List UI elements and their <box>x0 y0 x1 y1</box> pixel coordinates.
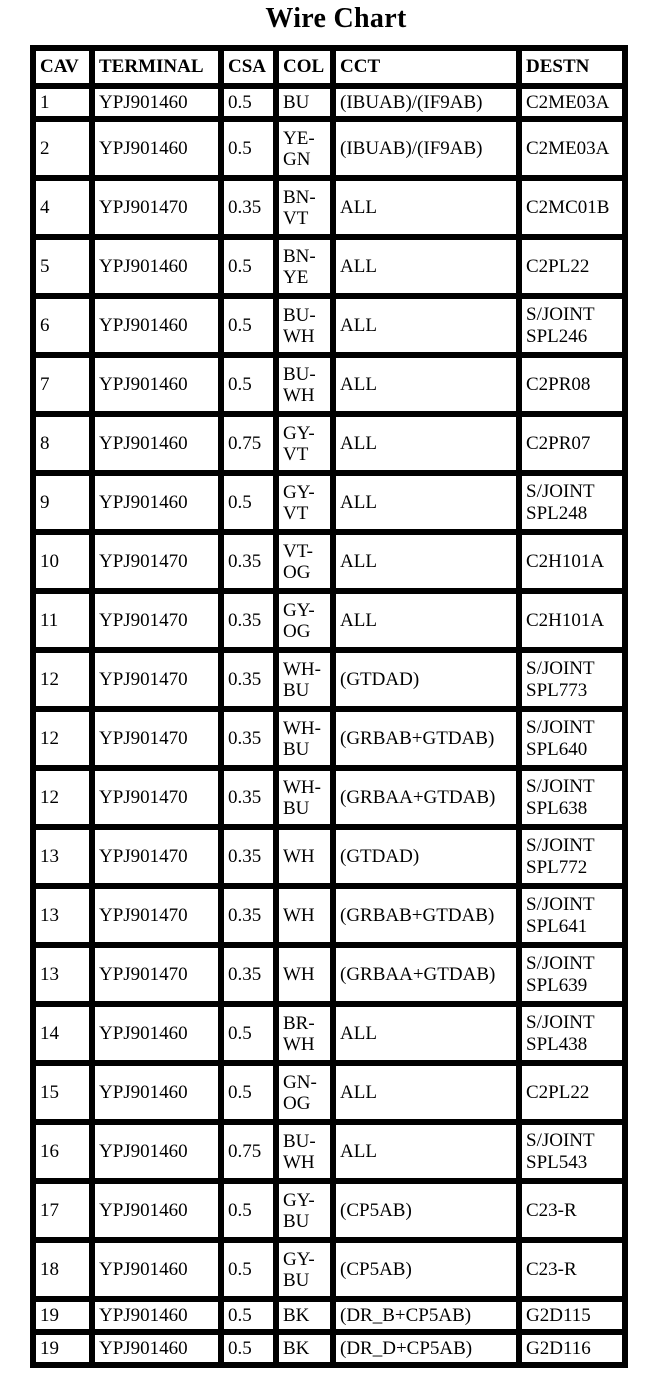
cell-cav: 14 <box>33 1004 92 1063</box>
cell-terminal: YPJ901470 <box>92 827 221 886</box>
cell-csa: 0.5 <box>221 119 276 178</box>
header-cct: CCT <box>333 48 519 86</box>
cell-terminal: YPJ901460 <box>92 296 221 355</box>
cell-cav: 5 <box>33 237 92 296</box>
cell-csa: 0.35 <box>221 886 276 945</box>
cell-cct: (GTDAD) <box>333 827 519 886</box>
cell-terminal: YPJ901460 <box>92 473 221 532</box>
cell-destn: S/JOINT SPL641 <box>519 886 625 945</box>
cell-cct: (IBUAB)/(IF9AB) <box>333 119 519 178</box>
cell-destn: G2D116 <box>519 1332 625 1365</box>
cell-col: WH-BU <box>276 709 333 768</box>
cell-destn: C2PR08 <box>519 355 625 414</box>
table-row <box>33 178 625 237</box>
header-csa: CSA <box>221 48 276 86</box>
cell-cav: 11 <box>33 591 92 650</box>
cell-cct: (GRBAA+GTDAB) <box>333 768 519 827</box>
cell-csa: 0.35 <box>221 945 276 1004</box>
cell-cav: 18 <box>33 1240 92 1299</box>
cell-csa: 0.5 <box>221 1299 276 1332</box>
cell-terminal: YPJ901460 <box>92 1181 221 1240</box>
cell-cct: ALL <box>333 1004 519 1063</box>
cell-destn: C23-R <box>519 1181 625 1240</box>
cell-terminal: YPJ901460 <box>92 86 221 119</box>
cell-csa: 0.75 <box>221 414 276 473</box>
cell-cav: 15 <box>33 1063 92 1122</box>
cell-cav: 9 <box>33 473 92 532</box>
cell-cct: ALL <box>333 414 519 473</box>
cell-terminal: YPJ901470 <box>92 886 221 945</box>
cell-col: GY-OG <box>276 591 333 650</box>
cell-cct: (GTDAD) <box>333 650 519 709</box>
cell-destn: S/JOINT SPL543 <box>519 1122 625 1181</box>
cell-destn: C2PR07 <box>519 414 625 473</box>
cell-col: GY-BU <box>276 1181 333 1240</box>
cell-terminal: YPJ901470 <box>92 532 221 591</box>
table-row <box>33 886 625 945</box>
cell-csa: 0.35 <box>221 650 276 709</box>
cell-terminal: YPJ901460 <box>92 1122 221 1181</box>
table-row <box>33 591 625 650</box>
cell-destn: C2PL22 <box>519 237 625 296</box>
cell-col: VT-OG <box>276 532 333 591</box>
cell-csa: 0.5 <box>221 296 276 355</box>
table-row <box>33 532 625 591</box>
header-col: COL <box>276 48 333 86</box>
cell-terminal: YPJ901470 <box>92 178 221 237</box>
table-row <box>33 86 625 119</box>
wire-chart-table <box>30 45 628 1368</box>
cell-col: WH <box>276 945 333 1004</box>
cell-csa: 0.35 <box>221 768 276 827</box>
cell-cct: (CP5AB) <box>333 1240 519 1299</box>
cell-cav: 19 <box>33 1332 92 1365</box>
cell-cct: ALL <box>333 178 519 237</box>
cell-col: GY-VT <box>276 473 333 532</box>
cell-terminal: YPJ901460 <box>92 237 221 296</box>
cell-terminal: YPJ901460 <box>92 1004 221 1063</box>
cell-cav: 6 <box>33 296 92 355</box>
cell-terminal: YPJ901470 <box>92 591 221 650</box>
cell-csa: 0.35 <box>221 591 276 650</box>
table-row <box>33 1240 625 1299</box>
table-row <box>33 1004 625 1063</box>
cell-cav: 1 <box>33 86 92 119</box>
cell-destn: C2PL22 <box>519 1063 625 1122</box>
table-header-row <box>33 48 625 86</box>
cell-csa: 0.35 <box>221 532 276 591</box>
cell-cav: 13 <box>33 827 92 886</box>
cell-cav: 19 <box>33 1299 92 1332</box>
cell-cct: (GRBAB+GTDAB) <box>333 709 519 768</box>
table-row <box>33 237 625 296</box>
cell-destn: C2H101A <box>519 532 625 591</box>
cell-col: GN-OG <box>276 1063 333 1122</box>
cell-csa: 0.5 <box>221 355 276 414</box>
cell-cct: (DR_B+CP5AB) <box>333 1299 519 1332</box>
cell-terminal: YPJ901460 <box>92 1299 221 1332</box>
cell-destn: C2MC01B <box>519 178 625 237</box>
cell-destn: S/JOINT SPL246 <box>519 296 625 355</box>
cell-col: BN-VT <box>276 178 333 237</box>
header-destn: DESTN <box>519 48 625 86</box>
cell-csa: 0.35 <box>221 709 276 768</box>
cell-cav: 12 <box>33 650 92 709</box>
cell-col: BU <box>276 86 333 119</box>
cell-csa: 0.5 <box>221 1332 276 1365</box>
cell-cct: ALL <box>333 591 519 650</box>
cell-cct: ALL <box>333 296 519 355</box>
cell-cav: 8 <box>33 414 92 473</box>
cell-cct: (GRBAA+GTDAB) <box>333 945 519 1004</box>
cell-terminal: YPJ901460 <box>92 1240 221 1299</box>
table-row <box>33 414 625 473</box>
cell-csa: 0.5 <box>221 237 276 296</box>
cell-cav: 16 <box>33 1122 92 1181</box>
cell-terminal: YPJ901470 <box>92 945 221 1004</box>
cell-csa: 0.35 <box>221 178 276 237</box>
cell-col: WH <box>276 886 333 945</box>
cell-col: BU-WH <box>276 355 333 414</box>
table-row <box>33 1181 625 1240</box>
cell-cct: ALL <box>333 532 519 591</box>
cell-destn: C2ME03A <box>519 119 625 178</box>
cell-destn: S/JOINT SPL248 <box>519 473 625 532</box>
cell-col: BK <box>276 1299 333 1332</box>
cell-cav: 13 <box>33 886 92 945</box>
cell-destn: G2D115 <box>519 1299 625 1332</box>
table-row <box>33 355 625 414</box>
cell-cav: 17 <box>33 1181 92 1240</box>
cell-destn: S/JOINT SPL639 <box>519 945 625 1004</box>
cell-destn: S/JOINT SPL640 <box>519 709 625 768</box>
cell-destn: C2H101A <box>519 591 625 650</box>
cell-destn: S/JOINT SPL638 <box>519 768 625 827</box>
table-row <box>33 296 625 355</box>
cell-col: WH-BU <box>276 650 333 709</box>
cell-cct: (IBUAB)/(IF9AB) <box>333 86 519 119</box>
cell-cav: 10 <box>33 532 92 591</box>
cell-col: WH <box>276 827 333 886</box>
cell-cct: (CP5AB) <box>333 1181 519 1240</box>
table-row <box>33 473 625 532</box>
cell-cct: (DR_D+CP5AB) <box>333 1332 519 1365</box>
cell-cav: 13 <box>33 945 92 1004</box>
table-row <box>33 119 625 178</box>
cell-csa: 0.5 <box>221 1004 276 1063</box>
table-row <box>33 1122 625 1181</box>
cell-cav: 7 <box>33 355 92 414</box>
cell-csa: 0.35 <box>221 827 276 886</box>
cell-terminal: YPJ901460 <box>92 1332 221 1365</box>
cell-destn: S/JOINT SPL438 <box>519 1004 625 1063</box>
cell-cct: ALL <box>333 355 519 414</box>
cell-csa: 0.5 <box>221 1240 276 1299</box>
cell-terminal: YPJ901460 <box>92 119 221 178</box>
cell-terminal: YPJ901460 <box>92 355 221 414</box>
cell-col: BN-YE <box>276 237 333 296</box>
cell-csa: 0.5 <box>221 1181 276 1240</box>
cell-terminal: YPJ901470 <box>92 768 221 827</box>
cell-cav: 12 <box>33 709 92 768</box>
table-row <box>33 827 625 886</box>
cell-csa: 0.5 <box>221 86 276 119</box>
table-body <box>33 86 625 1365</box>
table-row <box>33 1332 625 1365</box>
cell-col: YE-GN <box>276 119 333 178</box>
cell-cav: 12 <box>33 768 92 827</box>
table-row <box>33 709 625 768</box>
cell-col: BU-WH <box>276 296 333 355</box>
cell-csa: 0.5 <box>221 1063 276 1122</box>
cell-destn: C2ME03A <box>519 86 625 119</box>
cell-cct: ALL <box>333 237 519 296</box>
cell-terminal: YPJ901460 <box>92 1063 221 1122</box>
page-title: Wire Chart <box>265 3 407 34</box>
cell-destn: C23-R <box>519 1240 625 1299</box>
cell-cav: 2 <box>33 119 92 178</box>
cell-cct: ALL <box>333 1122 519 1181</box>
cell-col: GY-VT <box>276 414 333 473</box>
cell-terminal: YPJ901460 <box>92 414 221 473</box>
cell-col: BK <box>276 1332 333 1365</box>
cell-col: BR-WH <box>276 1004 333 1063</box>
cell-terminal: YPJ901470 <box>92 650 221 709</box>
cell-col: WH-BU <box>276 768 333 827</box>
table-row <box>33 650 625 709</box>
cell-destn: S/JOINT SPL772 <box>519 827 625 886</box>
cell-terminal: YPJ901470 <box>92 709 221 768</box>
cell-cct: ALL <box>333 473 519 532</box>
table-row <box>33 1063 625 1122</box>
header-terminal: TERMINAL <box>92 48 221 86</box>
table-row <box>33 768 625 827</box>
cell-destn: S/JOINT SPL773 <box>519 650 625 709</box>
cell-cct: ALL <box>333 1063 519 1122</box>
cell-col: GY-BU <box>276 1240 333 1299</box>
table-row <box>33 945 625 1004</box>
cell-csa: 0.5 <box>221 473 276 532</box>
header-cav: CAV <box>33 48 92 86</box>
cell-csa: 0.75 <box>221 1122 276 1181</box>
cell-col: BU-WH <box>276 1122 333 1181</box>
table-row <box>33 1299 625 1332</box>
cell-cct: (GRBAB+GTDAB) <box>333 886 519 945</box>
cell-cav: 4 <box>33 178 92 237</box>
